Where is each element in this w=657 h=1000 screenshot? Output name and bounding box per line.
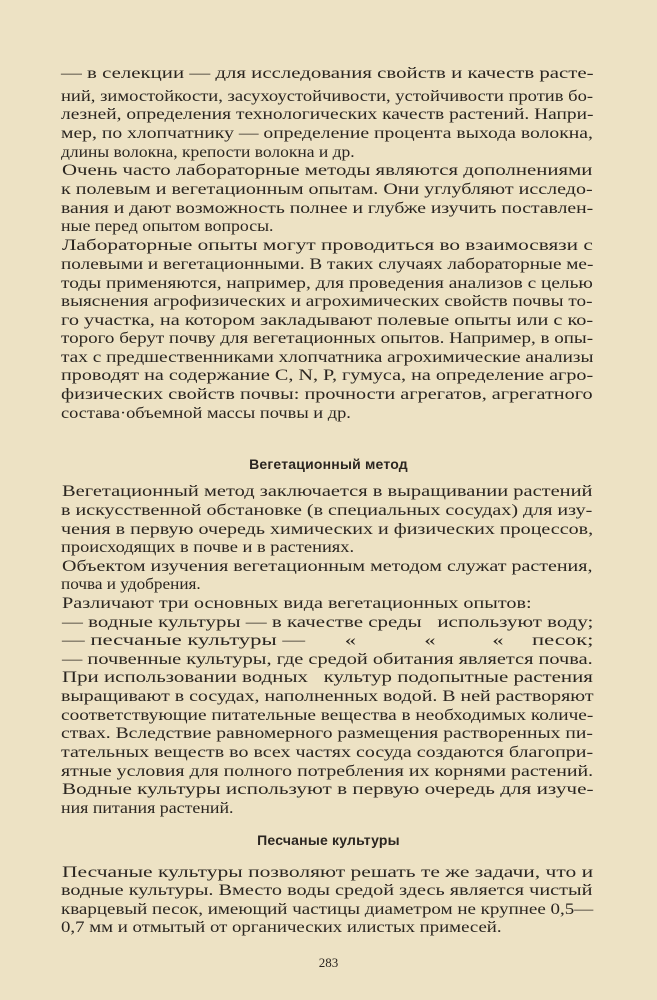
text-line: происходящих в почве и в растениях.	[61, 539, 355, 556]
text-line: ний, зимостойкости, засухоустойчивости, устойчивости против бо-	[61, 88, 594, 105]
text-line: состава·объемной массы почвы и др.	[61, 405, 351, 422]
text-line: ствах. Вследствие равномерного размещения растворенных пи-	[61, 725, 593, 742]
text-line: вания и дают возможность полнее и глубже изучить поставлен-	[61, 200, 594, 217]
text-line: лезней, определения технологических качеств растений. Напри-	[61, 106, 594, 123]
text-line: ния питания растений.	[61, 800, 234, 817]
text-line: мер, по хлопчатнику — определение процента выхода волокна,	[61, 125, 593, 142]
text-line: выяснения агрофизических и агрохимических свойств почвы то-	[61, 293, 593, 310]
text-line: физических свойств почвы: прочности агрегатов, агрегатного	[61, 386, 593, 403]
text-line: Лабораторные опыты могут проводиться во взаимосвязи с	[62, 237, 593, 254]
section-heading: Песчаные культуры	[257, 832, 400, 848]
text-line: — песчаные культуры — « « « песок;	[62, 632, 594, 649]
text-line: го участка, на котором закладывают полевые опыты или с ко-	[61, 312, 594, 329]
text-line: длины волокна, крепости волокна и др.	[61, 144, 355, 161]
section-heading: Вегетационный метод	[249, 456, 408, 472]
text-line: тоды применяются, например, для проведения анализов с целью	[61, 275, 593, 292]
text-line: — в селекции — для исследования свойств и качеств расте-	[61, 65, 594, 82]
text-line: ные перед опытом вопросы.	[61, 218, 274, 235]
text-line: Водные культуры используют в первую очередь для изуче-	[62, 781, 594, 798]
text-line: тательных веществ во всех частях сосуда создаются благопри-	[61, 744, 594, 761]
text-line: Объектом изучения вегетационным методом служат растения,	[62, 558, 593, 575]
text-line: При использовании водных культур подопытные растения	[62, 669, 593, 686]
page-number: 283	[318, 955, 339, 970]
text-line: торого берут почву для вегетационных опытов. Например, в опы-	[61, 330, 594, 347]
text-line: тах с предшественниками хлопчатника агрохимические анализы	[61, 349, 594, 366]
text-line: — водные культуры — в качестве среды используют воду;	[62, 614, 594, 631]
text-line: полевыми и вегетационными. В таких случаях лабораторные ме-	[61, 256, 594, 273]
text-line: чения в первую очередь химических и физических процессов,	[61, 521, 594, 538]
text-line: водные культуры. Вместо воды средой здесь является чистый	[61, 882, 593, 899]
text-line: к полевым и вегетационным опытам. Они углубляют исследо-	[61, 181, 593, 198]
text-line: Различают три основных вида вегетационных опытов:	[62, 595, 532, 612]
text-line: в искусственной обстановке (в специальных сосудах) для изу-	[61, 502, 593, 519]
text-line: проводят на содержание C, N, P, гумуса, на определение агро-	[61, 367, 594, 384]
text-line: Очень часто лабораторные методы являются дополнениями	[62, 162, 593, 179]
text-line: — почвенные культуры, где средой обитания является почва.	[62, 651, 593, 668]
text-line: ятные условия для полного потребления их корнями растений.	[61, 763, 594, 780]
text-line: кварцевый песок, имеющий частицы диаметром не крупнее 0,5—	[61, 901, 594, 918]
text-line: соответствующие питательные вещества в необходимых количе-	[61, 707, 594, 724]
text-line: Песчаные культуры позволяют решать те же задачи, что и	[62, 864, 594, 881]
text-line: Вегетационный метод заключается в выращивании растений	[62, 483, 593, 500]
text-line: выращивают в сосудах, наполненных водой. В ней растворяют	[61, 688, 594, 705]
text-line: 0,7 мм и отмытый от органических илистых примесей.	[61, 919, 502, 936]
text-line: почва и удобрения.	[61, 576, 201, 593]
